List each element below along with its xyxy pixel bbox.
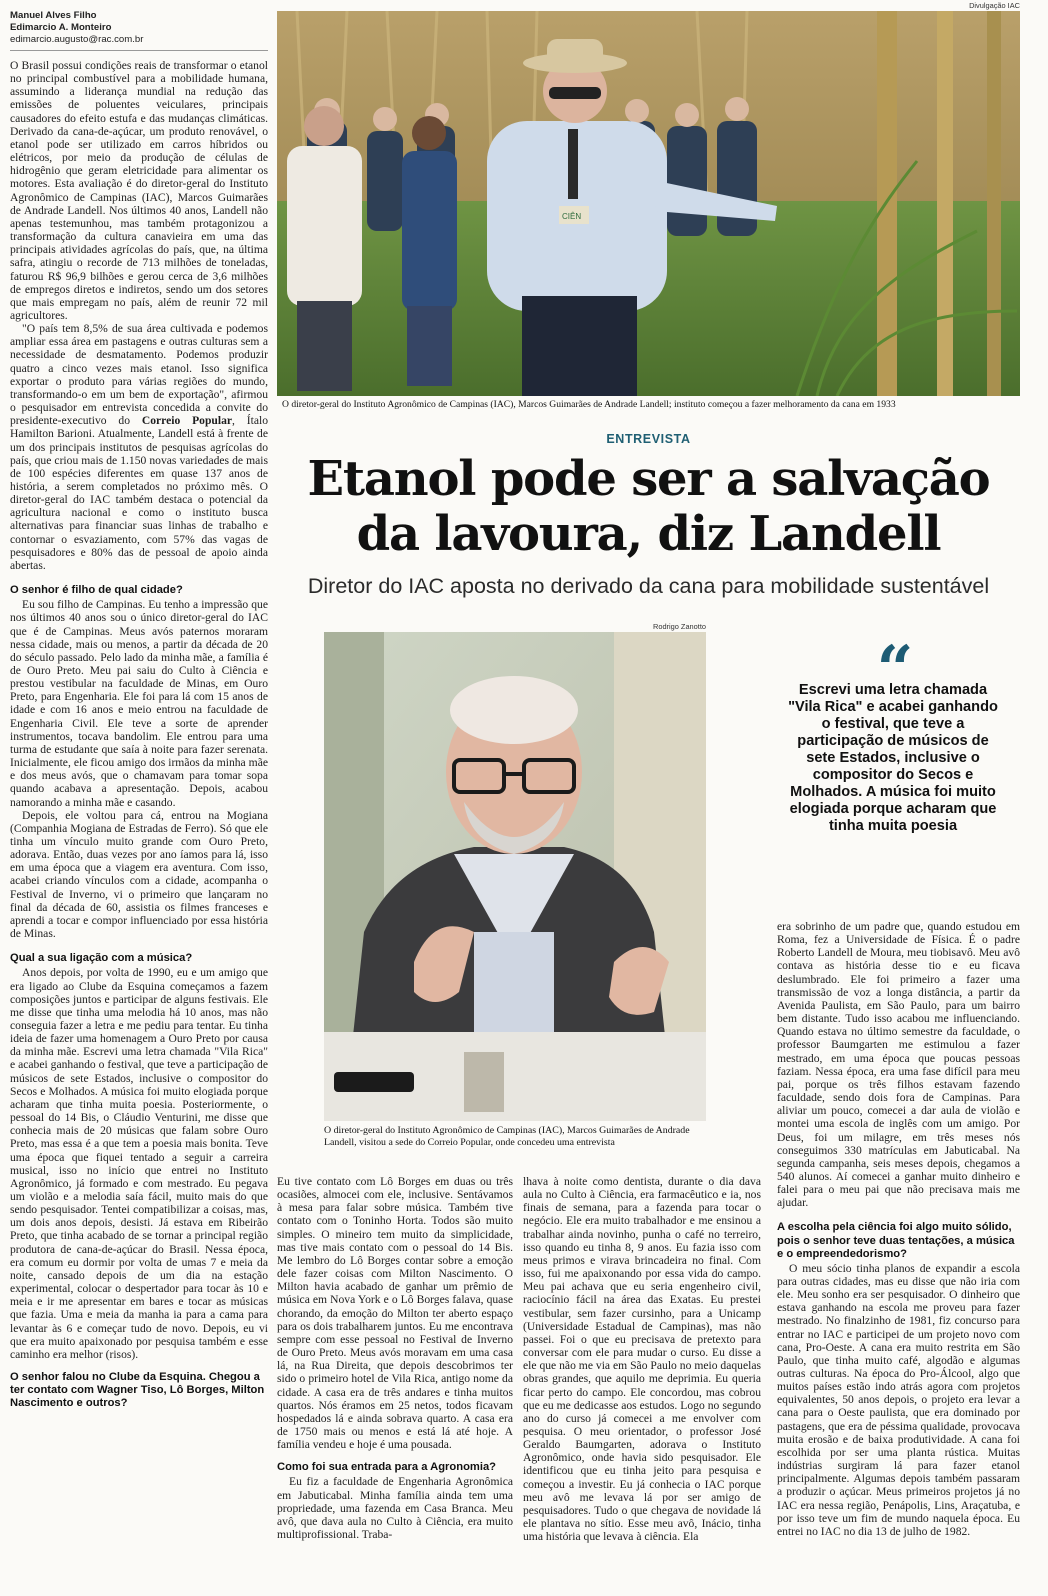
subhead: Diretor do IAC aposta no derivado da cana para mobilidade sustentável <box>307 574 990 598</box>
portrait-credit: Rodrigo Zanotto <box>653 622 706 631</box>
answer: era sobrinho de um padre que, quando estudou em Roma, fez a Universidade de Física. É o padre Roberto Landell de Moura, meu tiobisavô. Meu avô contava as história desse tio e eu ficava deslumbrado. Ele foi primeiro a fazer uma transmissão de voz a longa distância, a partir da Avenida Paulista, em São Paulo, para um bairro bem distante. Tudo isso acabou me influenciando. Quando estava no último semestre da faculdade, o professor Baumgarten me estimulou a fazer mestrado, em uma época que poucas pessoas faziam. Nessa época, era uma fase difícil para meu pai, porque os três filhos estavam fazendo faculdade, sendo dois fora de Campinas. Para aliviar um pouco, comecei a dar aula de violão e montei uma escola de inglês com um amigo. Por Deus, foi um milagre, em três meses nós conseguimos 330 matrículas em Jabuticabal. Na segunda campanha, seis meses depois, chegamos a 540 alunos. Aí comecei a ganhar muito dinheiro e falei para o meu pai que não precisava mais me ajudar. <box>777 920 1020 1210</box>
answer: lhava à noite como dentista, durante o dia dava aula no Culto à Ciência, era farmacêutico e ia, nos finais de semana, para a fazenda para tocar o negócio. Ele era muito trabalhador e me ensinou a trabalhar ainda novinho, punha o café no terreiro, isso quando eu tinha 8, 9 anos. Eu fazia isso com meus primos e virava brincadeira no final. Com isso, fui me apaixonando por essa vida do campo. Meu pai achava que eu seria engenheiro civil, raciocínio fácil na área das Exatas. Eu prestei vestibular, sem fazer cursinho, para a Unicamp (Universidade Estadual de Campinas), mas não passei. Foi o que eu precisava de pretexto para conversar com ele para mudar o curso. Eu disse a ele que não me via em São Paulo no meio daquelas obras grandes, que aquilo me deprimia. Eu queria ficar perto do campo. Ele concordou, mas cobrou que eu me dedicasse aos estudos. Logo no segundo ano do curso já comecei a me envolver com pesquisa. O meu orientador, o professor José Geraldo Baumgarten, adorava o Instituto Agronômico, onde havia sido pesquisador. Ele identificou que eu tinha jeito para pesquisa e começou a investir. Eu já conhecia o IAC porque meu avô me levava lá por ser amigo de pesquisadores. Tudo o que chegava de novidade lá ele plantava no sítio. Esse meu avô, Inácio, tinha uma história que levava à ciência. Ela <box>523 1175 761 1544</box>
headline <box>277 452 1020 562</box>
answer: Eu tive contato com Lô Borges em duas ou três ocasiões, almocei com ele, inclusive. Sentávamos à mesa para falar sobre música. Também tive contato com o Toninho Horta. Todos são muito simples. O mineiro tem muito da simplicidade, mas tive mais contato com o pessoal do 14 Bis. Me lembro do Lô Borges contar sobre a emoção dele fazer coisas com Milton Nascimento. O Milton havia acabado de ganhar um prêmio de música em Nova York e o Lô Borges falava, quase chorando, da emoção do Milton ter aberto espaço para os dois trabalharem juntos. Eu me encontrava sempre com esse pessoal no Festival de Inverno de Ouro Preto. Meus avós moravam em uma casa lá, na Rua Direita, que depois descobrimos ter sido o primeiro hotel de Vila Rica, antigo nome da cidade. A casa era de três andares e tinha muitos quartos. Nós éramos em 25 netos, todos ficavam hospedados lá e ainda sobrava quarto. A casa era de 1750 mais ou menos e está lá até hoje. A família vendeu e hoje é uma pousada. <box>277 1175 513 1452</box>
portrait-photo <box>324 632 706 1121</box>
portrait-caption: O diretor-geral do Instituto Agronômico de Campinas (IAC), Marcos Guimarães de Andrade Landell, visitou a sede do Correio Popular, onde concedeu uma entrevista <box>324 1125 690 1149</box>
byline-author-1: Manuel Alves Filho <box>10 10 97 21</box>
headline-line-2: da lavoura, diz Landell <box>356 506 941 562</box>
pull-quote: Escrevi uma letra chamada "Vila Rica" e acabei ganhando o festival, que teve a participação de músicos de sete Estados, inclusive o compositor do Secos e Molhados. A música foi muito elogiada porque acharam que tinha muita poesia <box>788 682 998 834</box>
kicker: ENTREVISTA <box>606 432 691 446</box>
column-3 <box>523 1175 761 1587</box>
byline-email[interactable]: edimarcio.augusto@rac.com.br <box>10 34 144 45</box>
cap-logo-text: CIÊN <box>562 212 582 221</box>
column-1 <box>10 59 268 1585</box>
newspaper-name: Correio Popular <box>141 414 233 428</box>
byline <box>10 10 250 46</box>
top-photo-caption: O diretor-geral do Instituto Agronômico de Campinas (IAC), Marcos Guimarães de Andrade Landell; instituto começou a fazer melhoramento da cana em 1933 <box>282 399 896 410</box>
paragraph: "O país tem 8,5% de sua área cultivada e podemos ampliar essa área em pastagens e outras culturas sem a necessidade de desmatamento. Podemos produzir quatro a cinco vezes mais etanol. Isso significa exportar o produto para várias regiões do mundo, transformando-o em um bem de exportação", afirmou o pesquisador em entrevista concedida a convite do presidente-executivo do Correio Popular, Ítalo Hamilton Barioni. Atualmente, Landell está à frente de um dos principais institutos de pesquisas agrícolas do país, que criou mais de 1.150 novas variedades de mais de 100 espécies diferentes em quase 137 anos de história, a serem completados no próximo mês. O diretor-geral do IAC também destaca o potencial da agricultura nacional e como o instituto busca alternativas para financiar suas linhas de trabalho e contornar o esvaziamento, com 57% das vagas de pesquisadores e 80% das de pessoal de apoio ainda abertas. <box>10 322 268 572</box>
question: O senhor falou no Clube da Esquina. Chegou a ter contato com Wagner Tiso, Lô Borges, Milton Nascimento e outros? <box>10 1371 265 1410</box>
answer: Anos depois, por volta de 1990, eu e um amigo que era ligado ao Clube da Esquina começamos a fazem composições juntos e participar de alguns festivais. Ele me disse que tinha uma melodia há 10 anos, mas não conseguia fazer a letra e me pediu para tentar. Eu tinha ideia de fazer uma homenagem a Ouro Preto por causa da minha mãe. Escrevi uma letra chamada "Vila Rica" e acabei ganhando o festival, que teve a participação de músicos de sete Estados, inclusive o compositor do Secos e Molhados. A música foi muito elogiada porque acharam que tinha muita poesia. Posteriormente, o pessoal do 14 Bis, o Cláudio Venturini, me disse que conhecia mais de 20 músicas que falam sobre Ouro Preto, mas essa é a que tem a poesia mais bonita. Teve uma época que fiquei tentado a seguir a carreira musical, isso no início que entrei no Instituto Agronômico, já formado e com mestrado. Eu pegava um violão e a melodia saía fácil, muito mais do que sendo pesquisador. Tentei compatibilizar a coisas, mas, um dois anos depois, desisti. Já estava em Ribeirão Preto, que tinha acabado de se tornar a principal região produtora de cana-de-açúcar do Brasil. Nessa época, era comum eu dormir por volta de umas 7 e meia da noite, cansado depois de um dia na estação experimental, colocar o despertador para tocar às 10 e meia e ir me apresentar em bares e tocar as músicas que fazia. Uma e meia da manha ia para a cama para levantar às 6 e começar tudo de novo. Depois, eu vi que era muito apaixonado por pesquisa também e esse caminho era melhor (risos). <box>10 966 268 1361</box>
answer: Eu sou filho de Campinas. Eu tenho a impressão que nos últimos 40 anos sou o único diretor-geral do IAC que é de Campinas. Meus avós paternos moraram nessa cidade, mais ou menos, a partir da década de 20 do século passado. Pelo lado da minha mãe, a família é de Ouro Preto. Meu pai saiu do Culto à Ciência e prestou vestibular na faculdade de Minas, em Ouro Preto, para Engenharia. Ele foi para lá com 15 anos de idade e com 16 anos e meio entrou na faculdade de Engenharia Civil. Ele teve a sorte de aprender instrumentos, tocava bandolim. Ele entrou para uma turma de estudante que saía à noite para fazer serenata. Inicialmente, ele ficou amigo dos irmãos da minha mãe e dos meus avós, que o chamavam para tomar sopa quando acabava a apresentação. Depois, acabou namorando a minha mãe e casando. <box>10 598 268 809</box>
photo-credit: Divulgação IAC <box>969 1 1020 10</box>
top-photo <box>277 11 1020 396</box>
lead-paragraph: O Brasil possui condições reais de transformar o etanol no principal combustível para a mobilidade humana, assumindo a liderança mundial na redução das emissões de poluentes veiculares, principais causadores do efeito estufa e das mudanças climáticas. Derivado da cana-de-açúcar, um produto renovável, o etanol pode ser utilizado em carros híbridos ou elétricos, por meio da produção de células de hidrogênio que geram eletricidade para alimentar os motores. Esta avaliação é do diretor-geral do Instituto Agronômico de Campinas (IAC), Marcos Guimarães de Andrade Landell. Nos últimos 40 anos, Landell não apenas testemunhou, mas também protagonizou a transformação da cultura canavieira em uma das principais atividades agrícolas do país, que, na última safra, atingiu o recorde de 713 milhões de toneladas, faturou R$ 96,9 bilhões e gerou cerca de 3,6 milhões de empregos diretos e indiretos, sendo um dos setores que mais empregam no país, além de reunir 72 mil agricultores. <box>10 59 268 322</box>
answer: O meu sócio tinha planos de expandir a escola para outras cidades, mas eu disse que não iria com ele. Meu sonho era ser pesquisador. O dinheiro que estava ganhando na escola me proveu para fazer mestrado. No finalzinho de 1981, fiz concurso para entrar no IAC e participei de um projeto novo com cana, Pro-Oeste. A cana era muito restrita em São Paulo, que tinha muito café, algodão e algumas outras culturas. Na época do Pro-Álcool, algo que muitos países estão indo atrás agora com projetos equivalentes, 50 anos depois, o projeto era levar a cana para o Oeste paulista, que era dominado por pastagens, que era de péssima qualidade, provocava muita erosão e de baixa produtividade. A cana foi escolhida por ser uma planta rústica. Muitas indústrias surgiram lá para fazer etanol principalmente. Algumas depois também passaram a produzir o açúcar. Meus primeiros projetos já no IAC era nessa região, Penápolis, Lins, Araçatuba, e por isso teve um fim de mundo naquela época. Eu entrei no IAC no dia 13 de julho de 1982. <box>777 1261 1020 1538</box>
byline-author-2: Edimarcio A. Monteiro <box>10 22 112 33</box>
headline-line-1: Etanol pode ser a salvação <box>307 451 990 507</box>
question: A escolha pela ciência foi algo muito sólido, pois o senhor teve duas tentações, a música e o empreendedorismo? <box>777 1221 1015 1260</box>
column-2 <box>277 1175 513 1587</box>
quote-mark-icon: “ <box>876 632 914 707</box>
question: O senhor é filho de qual cidade? <box>10 584 183 597</box>
byline-rule <box>10 50 268 51</box>
column-4 <box>777 920 1020 1587</box>
question: Qual a sua ligação com a música? <box>10 952 193 965</box>
question: Como foi sua entrada para a Agronomia? <box>277 1461 497 1474</box>
answer: Depois, ele voltou para cá, entrou na Mogiana (Companhia Mogiana de Estradas de Ferro). Só que ele tinha um vínculo muito grande com Ouro Preto, adorava. Então, duas vezes por ano íamos para lá, isso em uma época que a viagem era aventura. Com isso, acabei criando vínculos com a cidade, acompanha o Festival de Inverno, vi o primeiro que lançaram no final da década de 60, assistia os filmes franceses e aprendi a tocar e compor influenciado por essa história de Minas. <box>10 808 268 941</box>
answer: Eu fiz a faculdade de Engenharia Agronômica em Jabuticabal. Minha família ainda tem uma propriedade, uma fazenda em Casa Branca. Meu avô, que dava aula no Culto à Ciência, era muito multiprofissional. Traba- <box>277 1475 513 1541</box>
